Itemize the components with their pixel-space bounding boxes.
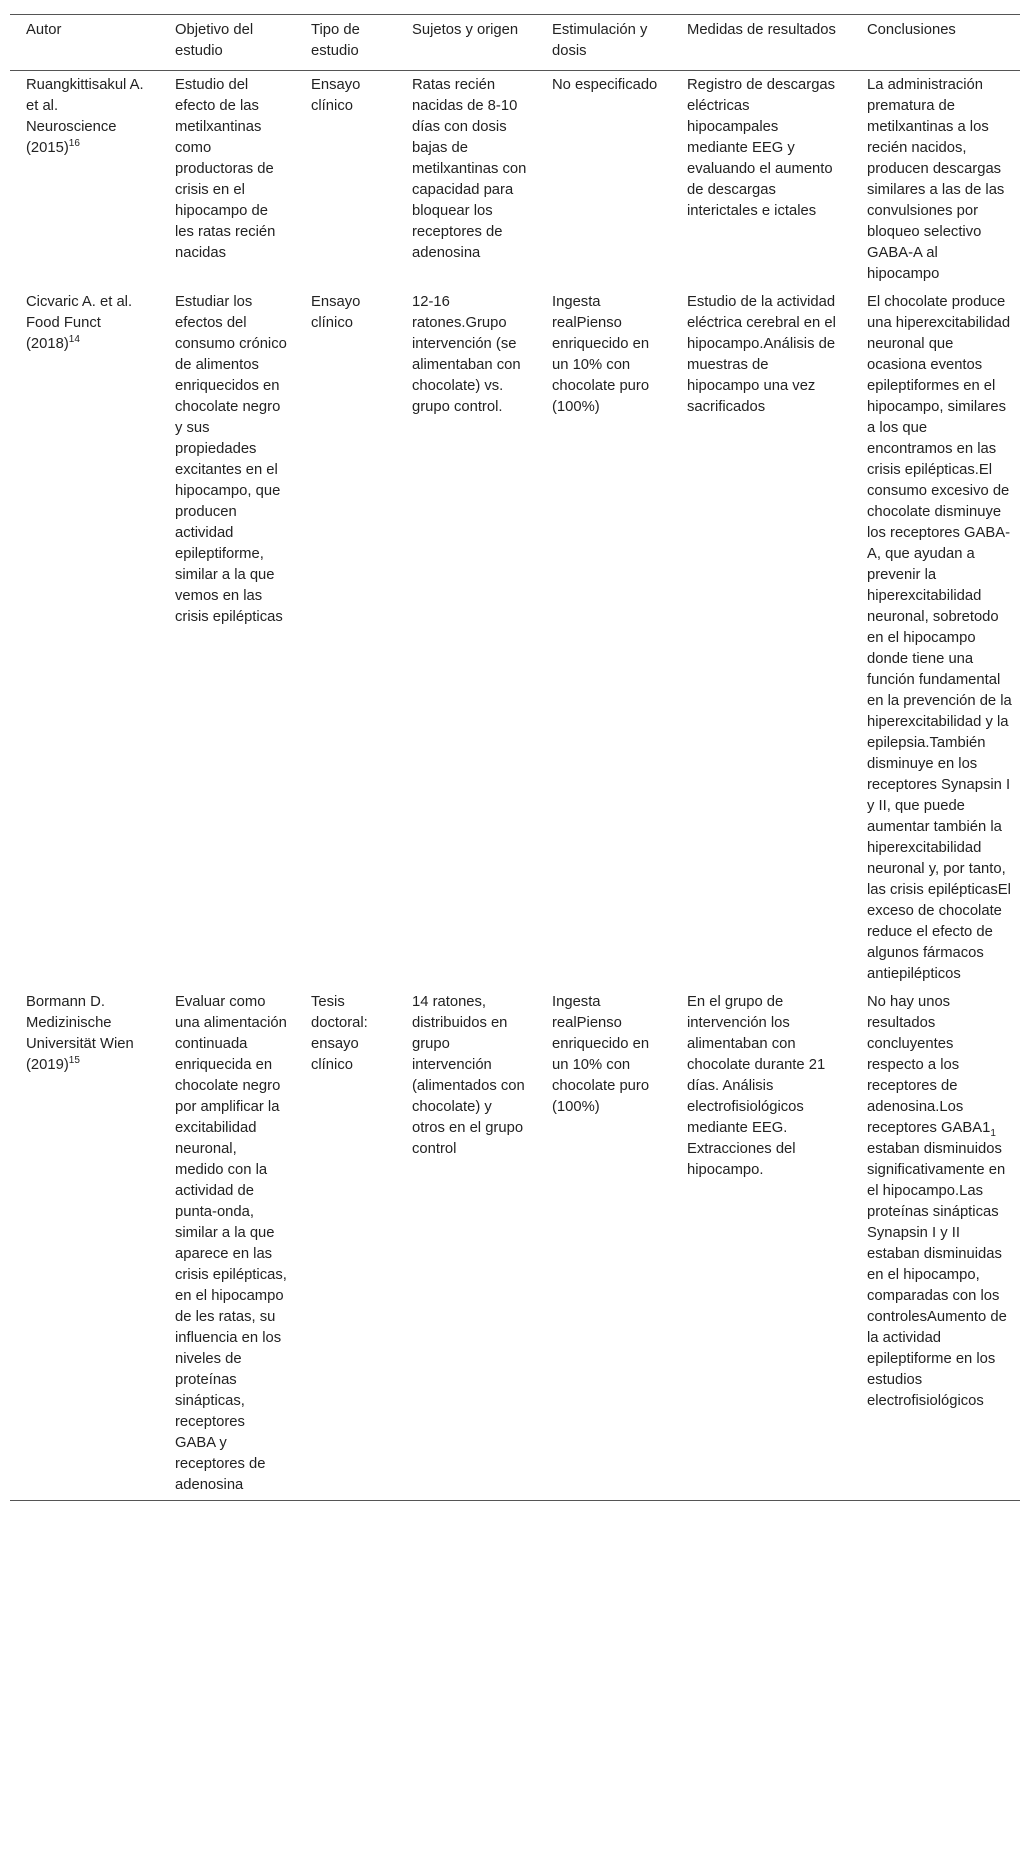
cell-estimulacion: Ingesta realPienso enriquecido en un 10% con chocolate puro (100%) (536, 988, 671, 1501)
conclusiones-text-a: No hay unos resultados concluyentes respecto a los receptores de adenosina.Los receptores GABA1 (867, 994, 991, 1136)
header-estimulacion: Estimulación y dosis (536, 15, 671, 71)
reference-number: 16 (68, 138, 80, 150)
cell-medidas: Estudio de la actividad eléctrica cerebral en el hipocampo.Análisis de muestras de hipocampo una vez sacrificados (687, 294, 836, 415)
cell-sujetos: 12-16 ratones.Grupo intervención (se alimentaban con chocolate) vs. grupo control. (412, 294, 521, 415)
study-table (10, 14, 1020, 1501)
header-conclusiones: Conclusiones (851, 15, 1020, 71)
cell-objetivo: Evaluar como una alimentación continuada enriquecida en chocolate negro por amplificar la excitabilidad neuronal, medido con la actividad de punta-onda, similar a la que aparece en las crisis epilépticas, en el hipocampo de les ratas, su influencia en los niveles de proteínas sinápticas, receptores GABA y receptores de adenosina (159, 988, 295, 1501)
cell-medidas: En el grupo de intervención los alimentaban con chocolate durante 21 días. Análisis electrofisiológicos mediante EEG. Extracciones del hipocampo. (671, 988, 851, 1501)
table-row (10, 71, 1020, 289)
header-tipo: Tipo de estudio (295, 15, 396, 71)
table-row (10, 988, 1020, 1501)
cell-sujetos: Ratas recién nacidas de 8-10 días con dosis bajas de metilxantinas con capacidad para bloquear los receptores de adenosina (412, 77, 527, 261)
cell-medidas: Registro de descargas eléctricas hipocampales mediante EEG y evaluando el aumento de descargas interictales e ictales (687, 77, 836, 219)
conclusiones-text-b: estaban disminuidos significativamente en el hipocampo.Las proteínas sinápticas Synapsin I y II estaban disminuidas en el hipocampo, comparadas con los controlesAumento de la actividad epileptiforme en los estudios electrofisiológicos (867, 1141, 1007, 1409)
cell-autor (10, 71, 159, 289)
cell-autor (10, 288, 159, 988)
header-medidas: Medidas de resultados (671, 15, 851, 71)
reference-number: 14 (68, 334, 80, 346)
cell-objetivo: Estudio del efecto de las metilxantinas como productoras de crisis en el hipocampo de les ratas recién nacidas (175, 77, 276, 261)
cell-estimulacion: Ingesta realPienso enriquecido en un 10% con chocolate puro (100%) (552, 294, 650, 415)
table-header-row (10, 15, 1020, 71)
cell-tipo: Ensayo clínico (311, 294, 361, 331)
cell-conclusiones: La administración prematura de metilxantinas a los recién nacidos, producen descargas similares a las de las convulsiones por bloqueo selectivo GABA-A al hipocampo (867, 77, 1005, 282)
cell-conclusiones: El chocolate produce una hiperexcitabilidad neuronal que ocasiona eventos epileptiformes en el hipocampo, similares a los que encontramos en las crisis epilépticas.El consumo excesivo de chocolate disminuye los receptores GABA-A, que ayudan a prevenir la hiperexcitabilidad neuronal, sobretodo en el hipocampo donde tiene una función fundamental en la prevención de la hiperexcitabilidad y la epilepsia.También disminuye en los receptores Synapsin I y II, que puede aumentar también la hiperexcitabilidad neuronal y, por tanto, las crisis epilépticasEl exceso de chocolate reduce el efecto de algunos fármacos antiepilépticos (867, 294, 1012, 982)
autor-text: Bormann D. Medizinische Universität Wien (2019) (26, 994, 134, 1073)
study-table-container (10, 14, 1020, 1501)
header-autor: Autor (10, 15, 159, 71)
autor-text: Cicvaric A. et al. Food Funct (2018) (26, 294, 133, 352)
header-sujetos: Sujetos y origen (396, 15, 536, 71)
autor-text: Ruangkittisakul A. et al. Neuroscience (2015) (26, 77, 144, 156)
subscript-number: 1 (990, 1127, 996, 1139)
cell-objetivo: Estudiar los efectos del consumo crónico de alimentos enriquecidos en chocolate negro y sus propiedades excitantes en el hipocampo, que producen actividad epileptiforme, similar a la que vemos en las crisis epilépticas (175, 294, 287, 625)
table-row (10, 288, 1020, 988)
cell-conclusiones (851, 988, 1020, 1501)
cell-autor (10, 988, 159, 1501)
cell-tipo: Ensayo clínico (311, 77, 361, 114)
header-objetivo: Objetivo del estudio (159, 15, 295, 71)
cell-tipo: Tesis doctoral: ensayo clínico (295, 988, 396, 1501)
cell-estimulacion: No especificado (552, 77, 658, 93)
cell-sujetos: 14 ratones, distribuidos en grupo intervención (alimentados con chocolate) y otros en el grupo control (396, 988, 536, 1501)
reference-number: 15 (68, 1055, 80, 1067)
